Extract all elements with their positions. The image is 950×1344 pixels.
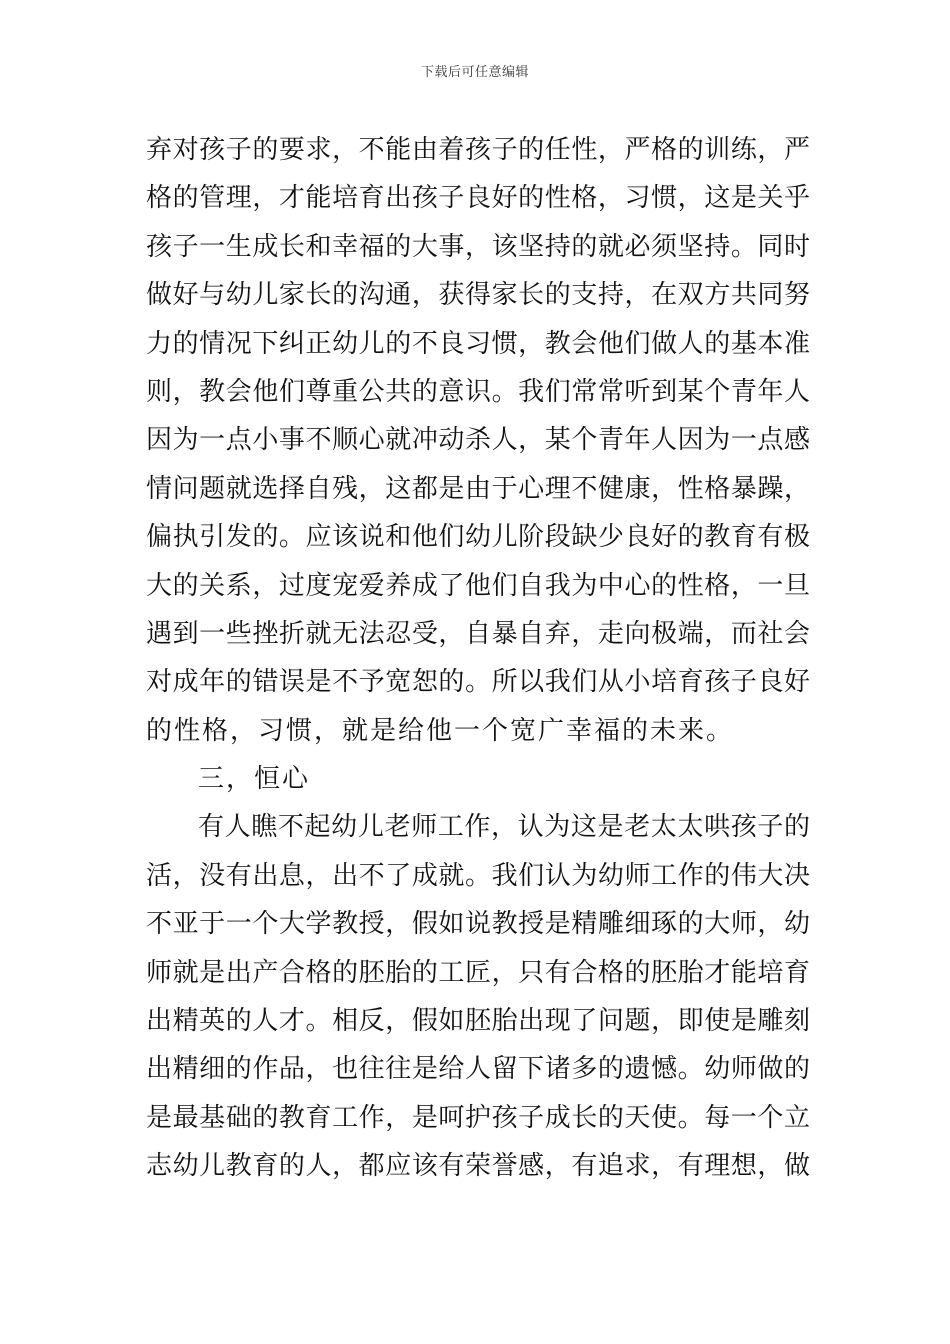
text-line: 孩子一生成长和幸福的大事，该坚持的就必须坚持。同时 xyxy=(146,231,810,262)
text-line: 弃对孩子的要求，不能由着孩子的任性，严格的训练，严 xyxy=(146,135,810,165)
text-line: 志幼儿教育的人，都应该有荣誉感，有追求，有理想，做 xyxy=(146,1151,810,1182)
section-heading: 三，恒心 xyxy=(198,764,311,795)
text-line: 出精英的人才。相反，假如胚胎出现了问题，即使是雕刻 xyxy=(146,1006,810,1037)
text-line: 因为一点小事不顺心就冲动杀人，某个青年人因为一点感 xyxy=(146,425,810,456)
text-line: 情问题就选择自残，这都是由于心理不健康，性格暴躁， xyxy=(146,473,810,504)
text-line: 活，没有出息，出不了成就。我们认为幼师工作的伟大决 xyxy=(146,860,810,891)
text-line: 偏执引发的。应该说和他们幼儿阶段缺少良好的教育有极 xyxy=(146,522,810,553)
text-line: 则，教会他们尊重公共的意识。我们常常听到某个青年人 xyxy=(146,376,810,407)
text-line: 对成年的错误是不予宽恕的。所以我们从小培育孩子良好 xyxy=(146,667,810,698)
body-text xyxy=(146,126,810,1191)
text-line: 遇到一些挫折就无法忍受，自暴自弃，走向极端，而社会 xyxy=(146,618,810,649)
text-line: 格的管理，才能培育出孩子良好的性格，习惯，这是关乎 xyxy=(146,183,810,214)
text-line: 有人瞧不起幼儿老师工作，认为这是老太太哄孩子的 xyxy=(198,812,810,843)
text-line: 力的情况下纠正幼儿的不良习惯，教会他们做人的基本准 xyxy=(146,328,810,359)
text-line: 的性格，习惯，就是给他一个宽广幸福的未来。 xyxy=(146,715,735,746)
text-line: 是最基础的教育工作，是呵护孩子成长的天使。每一个立 xyxy=(146,1102,810,1133)
text-line: 师就是出产合格的胚胎的工匠，只有合格的胚胎才能培育 xyxy=(146,957,810,988)
page-header: 下载后可任意编辑 xyxy=(420,65,529,80)
text-line: 大的关系，过度宠爱养成了他们自我为中心的性格，一旦 xyxy=(146,570,810,601)
text-line: 不亚于一个大学教授，假如说教授是精雕细琢的大师，幼 xyxy=(146,909,810,940)
text-line: 做好与幼儿家长的沟通，获得家长的支持，在双方共同努 xyxy=(146,280,810,311)
text-line: 出精细的作品，也往往是给人留下诸多的遗憾。幼师做的 xyxy=(146,1054,810,1085)
